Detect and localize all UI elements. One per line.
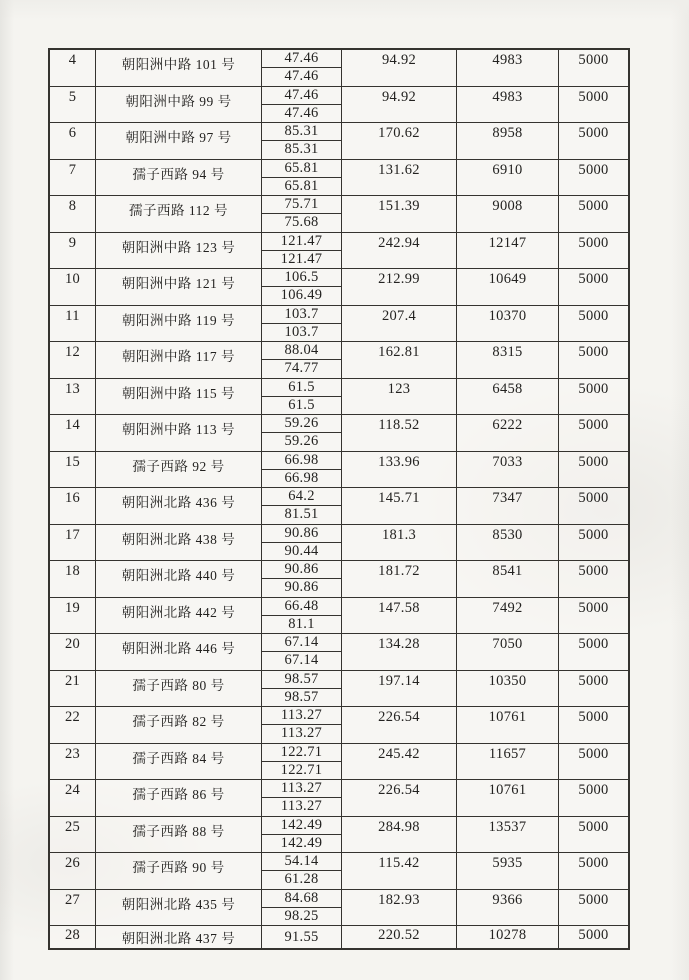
total-area-cell: 182.93: [342, 890, 457, 926]
table-row: [50, 342, 628, 379]
amount-cell: 10761: [457, 780, 559, 816]
table-row: [50, 196, 628, 233]
unit-area-lower-value: 66.98: [284, 469, 319, 486]
total-area-cell: 181.72: [342, 561, 457, 597]
unit-areas-cell: [262, 598, 342, 634]
amount-cell: 4983: [457, 87, 559, 123]
unit-areas-cell: [262, 817, 342, 853]
unit-areas-cell: [262, 87, 342, 123]
row-number-cell: 20: [50, 634, 96, 670]
address-cell: 朝阳洲中路 101 号: [96, 50, 262, 86]
flat-rate-cell: 5000: [578, 198, 609, 214]
row-number-cell: 9: [50, 233, 96, 269]
flat-rate-cell: 5000: [578, 52, 609, 68]
unit-area-upper-value: 65.81: [262, 160, 341, 178]
total-area-cell: 181.3: [342, 525, 457, 561]
unit-area-upper-value: 103.7: [262, 306, 341, 324]
row-number-cell: 27: [50, 890, 96, 926]
flat-rate-cell: 5000: [578, 636, 609, 652]
amount-cell: 7050: [457, 634, 559, 670]
table-row: [50, 160, 628, 197]
unit-area-upper-value: 98.57: [262, 671, 341, 689]
unit-areas-cell: [262, 160, 342, 196]
total-area-cell: 197.14: [342, 671, 457, 707]
unit-areas-cell: [262, 379, 342, 415]
unit-area-upper-value: 90.86: [262, 561, 341, 579]
address-cell: 朝阳洲中路 99 号: [96, 87, 262, 123]
row-number-cell: 25: [50, 817, 96, 853]
compensation-table: [48, 48, 630, 950]
table-row: [50, 87, 628, 124]
address-cell: 朝阳洲北路 440 号: [96, 561, 262, 597]
flat-rate-cell: 5000: [578, 161, 609, 178]
address-cell: 孺子西路 88 号: [96, 817, 262, 853]
table-row: [50, 306, 628, 343]
total-area-cell: 147.58: [342, 598, 457, 634]
amount-cell: 8530: [457, 525, 559, 561]
row-number-cell: 15: [50, 452, 96, 488]
unit-area-upper-value: 106.5: [262, 269, 341, 287]
total-area-cell: 284.98: [342, 817, 457, 853]
table-row: [50, 452, 628, 489]
row-number-cell: 11: [50, 306, 96, 342]
unit-area-upper-value: 64.2: [262, 488, 341, 506]
amount-cell: 12147: [457, 233, 559, 269]
unit-areas-cell: [262, 342, 342, 378]
total-area-cell: 207.4: [342, 306, 457, 342]
unit-areas-cell: [262, 634, 342, 670]
table-row: [50, 634, 628, 671]
row-number-cell: 13: [50, 379, 96, 415]
unit-area-lower-value: 113.27: [280, 725, 323, 742]
unit-area-upper-value: 85.31: [262, 123, 341, 141]
unit-area-lower-value: 47.46: [284, 104, 319, 121]
amount-cell: 10649: [457, 269, 559, 305]
total-area-cell: 170.62: [342, 123, 457, 159]
unit-areas-cell: [262, 525, 342, 561]
unit-area-lower-value: 98.57: [284, 688, 319, 705]
address-cell: 朝阳洲北路 435 号: [96, 890, 262, 926]
address-cell: 孺子西路 80 号: [96, 671, 262, 707]
row-number-cell: 5: [50, 87, 96, 123]
amount-cell: 7347: [457, 488, 559, 524]
address-cell: 朝阳洲北路 437 号: [96, 926, 262, 948]
address-cell: 朝阳洲北路 438 号: [96, 525, 262, 561]
address-cell: 朝阳洲中路 113 号: [96, 415, 262, 451]
unit-area-lower-value: 74.77: [284, 360, 319, 377]
address-cell: 孺子西路 84 号: [96, 744, 262, 780]
unit-area-lower-value: 98.25: [284, 907, 319, 924]
table-row: [50, 525, 628, 562]
unit-area-upper-value: 75.71: [262, 196, 341, 214]
amount-cell: 8315: [457, 342, 559, 378]
amount-cell: 10370: [457, 306, 559, 342]
unit-area-lower-value: 47.46: [284, 68, 319, 85]
unit-area-upper-value: 67.14: [262, 634, 341, 652]
flat-rate-cell: 5000: [578, 745, 609, 762]
unit-area-upper-value: 47.46: [262, 87, 341, 105]
table-row: [50, 926, 628, 948]
unit-area-upper-value: 122.71: [262, 744, 341, 762]
unit-area-lower-value: 67.14: [284, 652, 319, 669]
unit-areas-cell: [262, 415, 342, 451]
unit-area-upper-value: 113.27: [262, 707, 341, 725]
unit-areas-cell: [262, 707, 342, 743]
total-area-cell: 94.92: [342, 50, 457, 86]
amount-cell: 5935: [457, 853, 559, 889]
unit-areas-cell: [262, 890, 342, 926]
address-cell: 朝阳洲中路 123 号: [96, 233, 262, 269]
row-number-cell: 19: [50, 598, 96, 634]
total-area-cell: 145.71: [342, 488, 457, 524]
total-area-cell: 226.54: [342, 780, 457, 816]
table-row: [50, 415, 628, 452]
amount-cell: 4983: [457, 50, 559, 86]
unit-areas-cell: [262, 233, 342, 269]
total-area-cell: 151.39: [342, 196, 457, 232]
amount-cell: 7492: [457, 598, 559, 634]
table-row: [50, 598, 628, 635]
address-cell: 孺子西路 92 号: [96, 452, 262, 488]
unit-areas-cell: [262, 50, 342, 86]
amount-cell: 6458: [457, 379, 559, 415]
table-row: [50, 50, 628, 87]
table-row: [50, 488, 628, 525]
total-area-cell: 212.99: [342, 269, 457, 305]
amount-cell: 9366: [457, 890, 559, 926]
table-row: [50, 379, 628, 416]
unit-areas-cell: [262, 853, 342, 889]
total-area-cell: 245.42: [342, 744, 457, 780]
total-area-cell: 134.28: [342, 634, 457, 670]
unit-area-lower-value: 65.81: [284, 177, 319, 194]
unit-areas-cell: [262, 744, 342, 780]
flat-rate-cell: 5000: [578, 88, 609, 105]
row-number-cell: 7: [50, 160, 96, 196]
flat-rate-cell: 5000: [578, 417, 609, 433]
unit-area-upper-value: 91.55: [284, 928, 319, 945]
row-number-cell: 22: [50, 707, 96, 743]
table-row: [50, 233, 628, 270]
unit-area-upper-value: 54.14: [262, 853, 341, 871]
row-number-cell: 21: [50, 671, 96, 707]
unit-area-lower-value: 113.27: [280, 798, 323, 815]
amount-cell: 10350: [457, 671, 559, 707]
address-cell: 孺子西路 94 号: [96, 160, 262, 196]
row-number-cell: 12: [50, 342, 96, 378]
total-area-cell: 123: [342, 379, 457, 415]
unit-area-upper-value: 88.04: [262, 342, 341, 360]
unit-area-upper-value: 61.5: [262, 379, 341, 397]
row-number-cell: 24: [50, 780, 96, 816]
unit-area-lower-value: 81.1: [288, 615, 315, 632]
amount-cell: 6222: [457, 415, 559, 451]
table-row: [50, 561, 628, 598]
flat-rate-cell: 5000: [578, 709, 609, 725]
unit-area-lower-value: 142.49: [280, 834, 323, 851]
flat-rate-cell: 5000: [578, 307, 609, 324]
table-row: [50, 890, 628, 927]
flat-rate-cell: 5000: [578, 672, 609, 689]
row-number-cell: 17: [50, 525, 96, 561]
address-cell: 朝阳洲中路 117 号: [96, 342, 262, 378]
total-area-cell: 133.96: [342, 452, 457, 488]
address-cell: 朝阳洲中路 97 号: [96, 123, 262, 159]
flat-rate-cell: 5000: [578, 599, 609, 616]
flat-rate-cell: 5000: [578, 818, 609, 835]
amount-cell: 7033: [457, 452, 559, 488]
unit-areas-cell: [262, 926, 342, 948]
address-cell: 孺子西路 90 号: [96, 853, 262, 889]
unit-area-upper-value: 90.86: [262, 525, 341, 543]
amount-cell: 8541: [457, 561, 559, 597]
unit-area-lower-value: 75.68: [284, 214, 319, 231]
flat-rate-cell: 5000: [578, 782, 609, 798]
total-area-cell: 115.42: [342, 853, 457, 889]
unit-areas-cell: [262, 196, 342, 232]
table-row: [50, 780, 628, 817]
address-cell: 孺子西路 112 号: [96, 196, 262, 232]
unit-area-lower-value: 85.31: [284, 141, 319, 158]
unit-area-lower-value: 121.47: [280, 250, 323, 267]
unit-area-upper-value: 113.27: [262, 780, 341, 798]
table-row: [50, 853, 628, 890]
amount-cell: 11657: [457, 744, 559, 780]
unit-areas-cell: [262, 488, 342, 524]
total-area-cell: 118.52: [342, 415, 457, 451]
total-area-cell: 242.94: [342, 233, 457, 269]
address-cell: 朝阳洲中路 119 号: [96, 306, 262, 342]
unit-areas-cell: [262, 671, 342, 707]
unit-areas-cell: [262, 780, 342, 816]
table-row: [50, 744, 628, 781]
unit-area-upper-value: 121.47: [262, 233, 341, 251]
total-area-cell: 94.92: [342, 87, 457, 123]
address-cell: 朝阳洲北路 442 号: [96, 598, 262, 634]
row-number-cell: 8: [50, 196, 96, 232]
amount-cell: 9008: [457, 196, 559, 232]
address-cell: 朝阳洲北路 446 号: [96, 634, 262, 670]
unit-area-upper-value: 66.98: [262, 452, 341, 470]
unit-area-lower-value: 122.71: [280, 761, 323, 778]
flat-rate-cell: 5000: [578, 563, 609, 579]
unit-area-lower-value: 90.86: [284, 579, 319, 596]
table-row: [50, 269, 628, 306]
row-number-cell: 6: [50, 123, 96, 159]
unit-area-upper-value: 142.49: [262, 817, 341, 835]
row-number-cell: 4: [50, 50, 96, 86]
unit-area-lower-value: 81.51: [284, 506, 319, 523]
unit-areas-cell: [262, 561, 342, 597]
unit-area-lower-value: 106.49: [280, 287, 323, 304]
flat-rate-cell: 5000: [578, 271, 609, 287]
row-number-cell: 23: [50, 744, 96, 780]
flat-rate-cell: 5000: [578, 453, 609, 470]
address-cell: 朝阳洲北路 436 号: [96, 488, 262, 524]
unit-area-lower-value: 90.44: [284, 542, 319, 559]
unit-area-upper-value: 59.26: [262, 415, 341, 433]
amount-cell: 13537: [457, 817, 559, 853]
unit-areas-cell: [262, 452, 342, 488]
total-area-cell: 131.62: [342, 160, 457, 196]
unit-areas-cell: [262, 123, 342, 159]
unit-area-lower-value: 59.26: [284, 433, 319, 450]
row-number-cell: 16: [50, 488, 96, 524]
table-row: [50, 123, 628, 160]
unit-area-lower-value: 61.5: [288, 396, 315, 413]
row-number-cell: 28: [50, 926, 96, 948]
amount-cell: 10761: [457, 707, 559, 743]
flat-rate-cell: 5000: [578, 927, 609, 943]
unit-areas-cell: [262, 269, 342, 305]
flat-rate-cell: 5000: [578, 344, 609, 360]
unit-area-upper-value: 47.46: [262, 50, 341, 68]
flat-rate-cell: 5000: [578, 891, 609, 908]
amount-cell: 10278: [457, 926, 559, 948]
unit-area-upper-value: 66.48: [262, 598, 341, 616]
address-cell: 朝阳洲中路 115 号: [96, 379, 262, 415]
total-area-cell: 220.52: [342, 926, 457, 948]
address-cell: 孺子西路 86 号: [96, 780, 262, 816]
amount-cell: 8958: [457, 123, 559, 159]
total-area-cell: 226.54: [342, 707, 457, 743]
address-cell: 朝阳洲中路 121 号: [96, 269, 262, 305]
flat-rate-cell: 5000: [578, 490, 609, 506]
total-area-cell: 162.81: [342, 342, 457, 378]
unit-area-lower-value: 61.28: [284, 871, 319, 888]
row-number-cell: 14: [50, 415, 96, 451]
table-row: [50, 817, 628, 854]
flat-rate-cell: 5000: [578, 855, 609, 871]
table-row: [50, 707, 628, 744]
flat-rate-cell: 5000: [578, 380, 609, 397]
amount-cell: 6910: [457, 160, 559, 196]
address-cell: 孺子西路 82 号: [96, 707, 262, 743]
unit-area-lower-value: 103.7: [284, 323, 319, 340]
table-row: [50, 671, 628, 708]
flat-rate-cell: 5000: [578, 526, 609, 543]
flat-rate-cell: 5000: [578, 125, 609, 141]
unit-area-upper-value: 84.68: [262, 890, 341, 908]
flat-rate-cell: 5000: [578, 234, 609, 251]
unit-areas-cell: [262, 306, 342, 342]
row-number-cell: 18: [50, 561, 96, 597]
row-number-cell: 10: [50, 269, 96, 305]
row-number-cell: 26: [50, 853, 96, 889]
